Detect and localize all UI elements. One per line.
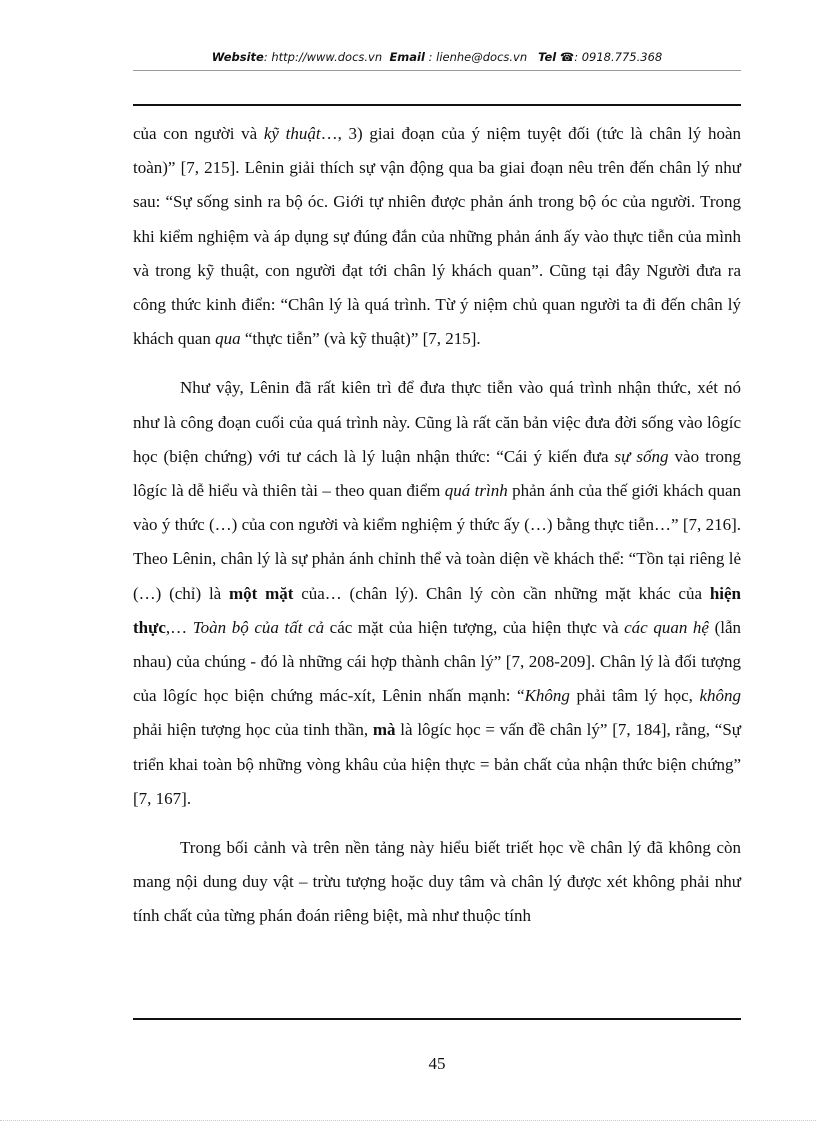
text-run: của… (chân lý). Chân lý còn cần những mặt khác của (293, 583, 710, 603)
paragraph (133, 117, 741, 356)
bold-text: mà (372, 720, 396, 740)
text-run: …, 3) giai đoạn của ý niệm tuyệt đối (tức là chân lý hoàn toàn)” [7, 215]. Lênin giải thích sự vận động qua ba giai đoạn nêu trên đến chân lý như sau: “Sự sống sinh ra bộ óc. Giới tự nhiên được phản ánh trong bộ óc của người. Trong khi kiểm nghiệm và áp dụng sự đúng đắn của những phản ánh ấy vào thực tiễn của mình và trong kỹ thuật, con người đạt tới chân lý khách quan”. Cũng tại đây Người đưa ra công thức kinh điển: “Chân lý là quá trình. Từ ý niệm chủ quan người ta đi đến chân lý khách quan (133, 124, 742, 349)
email-address: : lienhe@docs.vn (424, 50, 528, 64)
body-text (133, 117, 741, 934)
text-run: ,… (165, 617, 193, 637)
phone-icon: ☎ (559, 50, 575, 64)
text-run: vào trong lôgíc là dễ hiểu và thiên tài – theo quan điểm (133, 446, 741, 501)
website-label: Website (211, 50, 264, 64)
italic-text: quá trình (444, 481, 508, 501)
text-run: của con người và (133, 124, 264, 143)
bold-text: một mặt (229, 583, 294, 603)
tel-number: : 0918.775.368 (574, 50, 663, 64)
paragraph (133, 831, 741, 934)
italic-text: Toàn bộ của tất cả (192, 617, 325, 637)
italic-text: các quan hệ (624, 617, 709, 637)
text-run: các mặt của hiện tượng, của hiện thực và (324, 617, 625, 637)
text-run: phải tâm lý học, (569, 686, 700, 706)
page-number: 45 (428, 1054, 446, 1073)
text-run: là lôgíc học = vấn đề chân lý” [7, 184], rằng, “Sự triển khai toàn bộ những vòng khâu của hiện thực = bản chất của nhận thức biện chứng” [7, 167]. (133, 720, 741, 808)
website-url: : http://www.docs.vn (263, 50, 383, 64)
paragraph (133, 371, 741, 816)
text-run: phải hiện tượng học của tinh thần, (133, 720, 373, 740)
italic-text: không (699, 686, 742, 706)
email-label: Email (389, 50, 425, 64)
bottom-divider (133, 1018, 741, 1020)
page-header (133, 50, 741, 71)
italic-text: sự sống (614, 446, 669, 466)
italic-text: Không (524, 686, 570, 706)
italic-text: kỹ thuật (263, 124, 321, 143)
tel-label: Tel (538, 50, 557, 64)
page-edge-divider (0, 1120, 816, 1121)
italic-text: qua (215, 329, 241, 349)
text-run: Như vậy, Lênin đã rất kiên trì để đưa thực tiễn vào quá trình nhận thức, xét nó như là công đoạn cuối của quá trình này. Cũng là rất căn bản việc đưa đời sống vào lôgíc học (biện chứng) với tư cách là lý luận nhận thức: “Cái ý kiến đưa (133, 378, 741, 466)
text-run: (lẫn nhau) của chúng - đó là những cái hợp thành chân lý” [7, 208-209]. Chân lý là đối tượng của lôgíc học biện chứng mác-xít, Lênin nhấn mạnh: “ (133, 617, 742, 706)
text-run: Trong bối cảnh và trên nền tảng này hiểu biết triết học về chân lý đã không còn mang nội dung duy vật – trừu tượng hoặc duy tâm và chân lý được xét không phải như tính chất của từng phán đoán riêng biệt, mà như thuộc tính (133, 838, 741, 926)
bold-text: hiện thực (133, 583, 741, 637)
text-run: “thực tiễn” (và kỹ thuật)” [7, 215]. (240, 329, 481, 349)
top-divider (133, 104, 741, 106)
text-run: phản ánh của thế giới khách quan vào ý thức (…) của con người và kiểm nghiệm ý thức ấy (…) bằng thực tiễn…” [7, 216]. Theo Lênin, chân lý là sự phản ánh chỉnh thể và toàn diện về khách thể: “Tồn tại riêng lẻ (…) (chỉ) là (133, 481, 741, 603)
